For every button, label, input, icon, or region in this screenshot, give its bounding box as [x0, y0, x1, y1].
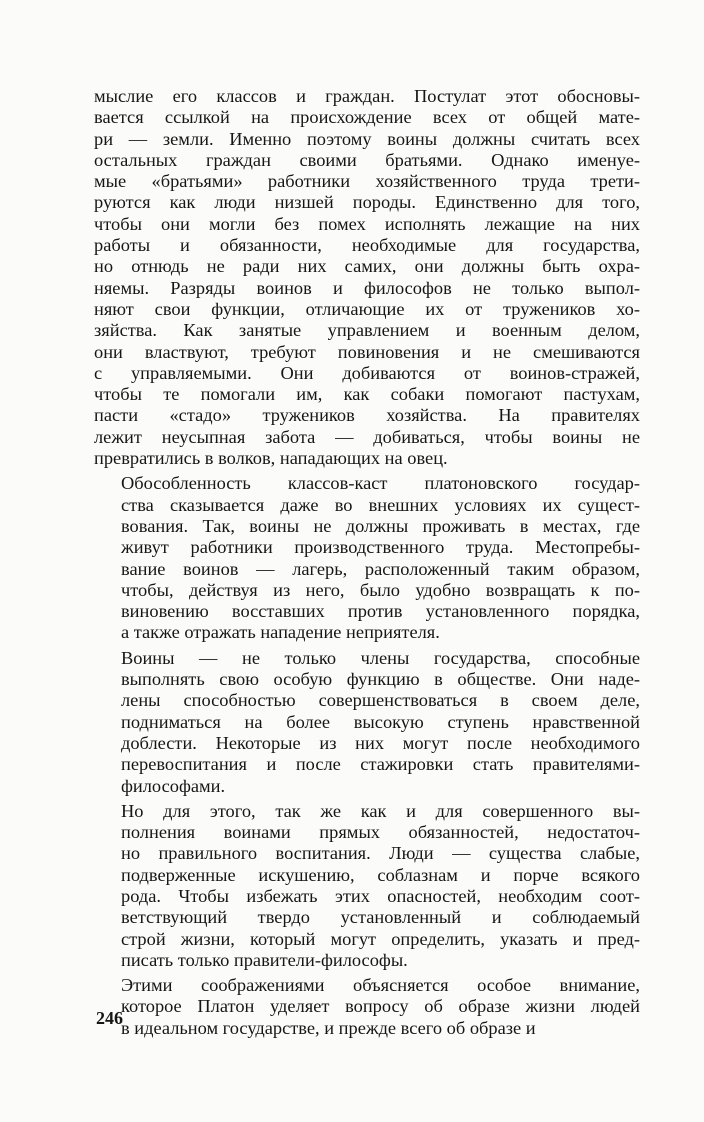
text-line: подверженные искушению, соблазнам и порче всякого	[121, 864, 640, 885]
text-line: в идеальном государстве, и прежде всего об образе и	[121, 1017, 536, 1038]
text-line: но правильного воспитания. Люди — существа слабые,	[121, 843, 640, 864]
text-line: Воины — не только члены государства, способные	[121, 647, 640, 668]
text-line: ства сказывается даже во внешних условиях их сущест-	[121, 494, 640, 515]
text-line: подниматься на более высокую ступень нравственной	[121, 711, 640, 732]
text-line: а также отражать нападение неприятеля.	[121, 622, 440, 643]
text-line: выполнять свою особую функцию в обществе. Они наде-	[121, 669, 640, 690]
text-line: рода. Чтобы избежать этих опасностей, необходим соот-	[121, 885, 640, 906]
text-line: живут работники производственного труда. Местопребы-	[121, 537, 640, 558]
text-line: лежит неусыпная забота — добиваться, чтобы воины не	[94, 426, 640, 447]
text-line: ри — земли. Именно поэтому воины должны считать всех	[94, 128, 640, 149]
paragraph	[94, 801, 640, 971]
text-line: Обособленность классов-каст платоновского государ-	[121, 473, 640, 494]
text-line: мые «братьями» работники хозяйственного труда трети-	[94, 171, 640, 192]
text-line: зяйства. Как занятые управлением и военным делом,	[94, 320, 640, 341]
text-line: пасти «стадо» тружеников хозяйства. На правителях	[94, 405, 640, 426]
text-line: превратились в волков, нападающих на овец.	[94, 448, 448, 469]
paragraph	[94, 975, 640, 1039]
paragraph	[94, 86, 640, 469]
text-line: руются как люди низшей породы. Единственно для того,	[94, 192, 640, 213]
text-line: они властвуют, требуют повиновения и не смешиваются	[94, 341, 640, 362]
text-line: ветствующий твердо установленный и соблюдаемый	[121, 907, 640, 928]
text-line: вание воинов — лагерь, расположенный таким образом,	[121, 558, 640, 579]
text-line: доблести. Некоторые из них могут после необходимого	[121, 732, 640, 753]
text-line: строй жизни, который могут определить, указать и пред-	[121, 928, 640, 949]
body-text	[94, 86, 640, 1043]
page-number: 246	[96, 1008, 123, 1028]
text-line: няемы. Разряды воинов и философов не только выпол-	[94, 277, 640, 298]
text-line: которое Платон уделяет вопросу об образе жизни людей	[121, 996, 640, 1017]
text-line: чтобы они могли без помех исполнять лежащие на них	[94, 213, 640, 234]
text-line: писать только правители-философы.	[121, 949, 408, 970]
text-line: вается ссылкой на происхождение всех от общей мате-	[94, 107, 640, 128]
paragraph	[94, 648, 640, 797]
text-line: Этими соображениями объясняется особое внимание,	[121, 975, 640, 996]
text-line: Но для этого, так же как и для совершенного вы-	[121, 800, 640, 821]
text-line: лены способностью совершенствоваться в своем деле,	[121, 690, 640, 711]
text-line: чтобы те помогали им, как собаки помогают пастухам,	[94, 384, 640, 405]
text-line: но отнюдь не ради них самих, они должны быть охра-	[94, 256, 640, 277]
text-line: с управляемыми. Они добиваются от воинов-стражей,	[94, 362, 640, 383]
text-line: виновению восставших против установленного порядка,	[121, 601, 640, 622]
text-line: мыслие его классов и граждан. Постулат этот обосновы-	[94, 86, 640, 106]
text-line: работы и обязанности, необходимые для государства,	[94, 235, 640, 256]
text-line: остальных граждан своими братьями. Однако именуе-	[94, 149, 640, 170]
text-line: вования. Так, воины не должны проживать в местах, где	[121, 515, 640, 536]
text-line: чтобы, действуя из него, было удобно возвращать к по-	[121, 579, 640, 600]
text-line: няют свои функции, отличающие их от тружеников хо-	[94, 298, 640, 319]
text-line: философами.	[121, 775, 226, 796]
text-line: перевоспитания и после стажировки стать правителями-	[121, 754, 640, 775]
text-line: полнения воинами прямых обязанностей, недостаточ-	[121, 822, 640, 843]
paragraph	[94, 473, 640, 643]
